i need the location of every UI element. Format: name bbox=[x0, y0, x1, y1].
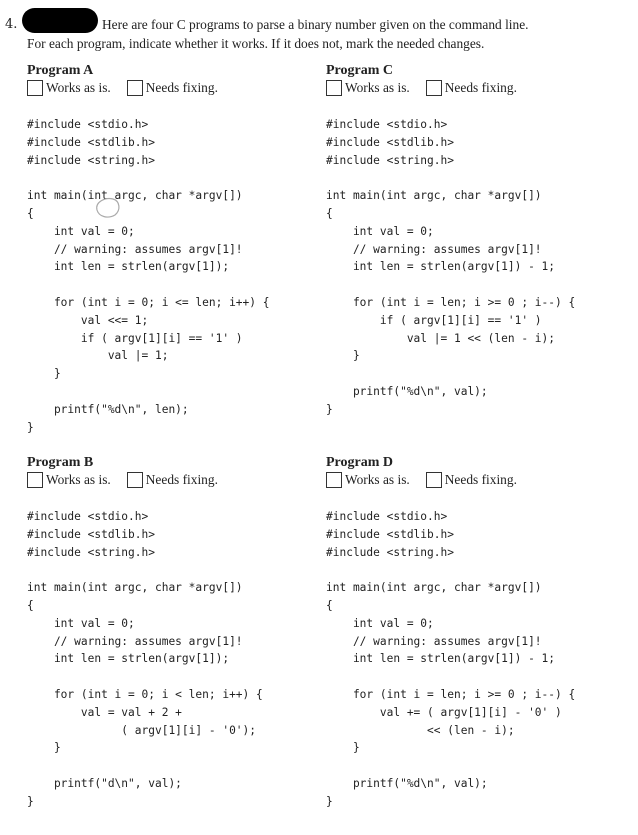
code-line: int main(int argc, char *argv[]) bbox=[326, 189, 542, 203]
code-line: int main(int argc, char *argv[]) bbox=[27, 581, 243, 595]
code-line: if ( argv[1][i] == '1' ) bbox=[326, 313, 542, 327]
code-line: #include <stdlib.h> bbox=[27, 527, 155, 541]
code-line: #include <stdio.h> bbox=[326, 118, 448, 131]
code-line: } bbox=[27, 367, 61, 381]
code-line: } bbox=[326, 741, 360, 755]
program-title: Program A bbox=[27, 63, 94, 78]
program-title: Program C bbox=[326, 63, 393, 78]
code-line: for (int i = 0; i <= len; i++) { bbox=[27, 295, 270, 309]
program-code bbox=[326, 508, 575, 811]
code-line: int main(int argc, char *argv[]) bbox=[326, 581, 542, 595]
code-line: int val = 0; bbox=[27, 616, 135, 630]
code-line: ( argv[1][i] - '0'); bbox=[27, 723, 257, 737]
code-line: val <<= 1; bbox=[27, 313, 149, 327]
code-line: int val = 0; bbox=[326, 616, 434, 630]
code-line: for (int i = 0; i < len; i++) { bbox=[27, 687, 263, 701]
program-title: Program B bbox=[27, 455, 94, 470]
works-as-is-checkbox[interactable] bbox=[326, 472, 342, 488]
code-line: // warning: assumes argv[1]! bbox=[326, 634, 542, 648]
code-line: int val = 0; bbox=[27, 224, 135, 238]
code-line: } bbox=[326, 349, 360, 363]
works-as-is-checkbox[interactable] bbox=[326, 80, 342, 96]
code-line: // warning: assumes argv[1]! bbox=[27, 242, 243, 256]
code-line: val |= 1; bbox=[27, 349, 169, 363]
code-line: int len = strlen(argv[1]) - 1; bbox=[326, 652, 556, 666]
works-as-is-label: Works as is. bbox=[46, 471, 111, 487]
code-line: printf("d\n", val); bbox=[27, 776, 182, 790]
code-line: printf("%d\n", val); bbox=[326, 384, 488, 398]
code-line bbox=[27, 169, 269, 187]
needs-fixing-label: Needs fixing. bbox=[444, 471, 517, 487]
code-line: { bbox=[27, 206, 34, 220]
code-line: printf("%d\n", len); bbox=[27, 402, 189, 416]
code-line: for (int i = len; i >= 0 ; i--) { bbox=[326, 295, 576, 309]
works-as-is-label: Works as is. bbox=[345, 471, 410, 487]
code-line bbox=[326, 757, 575, 775]
code-line: // warning: assumes argv[1]! bbox=[27, 634, 243, 648]
code-line: { bbox=[326, 598, 333, 612]
question-text-line1: Here are four C programs to parse a binary number given on the command line. bbox=[102, 17, 529, 32]
needs-fixing-checkbox[interactable] bbox=[127, 472, 143, 488]
code-line bbox=[326, 365, 575, 383]
needs-fixing-checkbox[interactable] bbox=[127, 80, 143, 96]
answer-options bbox=[27, 471, 218, 491]
answer-options bbox=[326, 471, 517, 491]
works-as-is-checkbox[interactable] bbox=[27, 80, 43, 96]
needs-fixing-label: Needs fixing. bbox=[444, 79, 517, 95]
code-line bbox=[326, 668, 575, 686]
needs-fixing-checkbox[interactable] bbox=[426, 472, 442, 488]
code-line: #include <string.h> bbox=[326, 153, 454, 167]
program-code bbox=[27, 116, 269, 436]
code-line: #include <stdlib.h> bbox=[27, 135, 155, 149]
code-line: } bbox=[326, 402, 333, 416]
code-line bbox=[27, 668, 263, 686]
needs-fixing-checkbox[interactable] bbox=[426, 80, 442, 96]
answer-options bbox=[326, 79, 517, 99]
code-line: #include <string.h> bbox=[27, 545, 155, 559]
code-line bbox=[27, 276, 269, 294]
code-line: val |= 1 << (len - i); bbox=[326, 331, 556, 345]
code-line: if ( argv[1][i] == '1' ) bbox=[27, 331, 243, 345]
code-line bbox=[27, 383, 269, 401]
code-line: int main(int argc, char *argv[]) bbox=[27, 189, 243, 203]
code-line bbox=[326, 561, 575, 579]
code-line: // warning: assumes argv[1]! bbox=[326, 242, 542, 256]
code-line bbox=[27, 561, 263, 579]
works-as-is-label: Works as is. bbox=[46, 79, 111, 95]
code-line: } bbox=[27, 420, 34, 434]
code-line: #include <stdio.h> bbox=[326, 510, 448, 523]
code-line: { bbox=[27, 598, 34, 612]
code-line: } bbox=[27, 741, 61, 755]
works-as-is-checkbox[interactable] bbox=[27, 472, 43, 488]
code-line: #include <stdlib.h> bbox=[326, 527, 454, 541]
code-line: int len = strlen(argv[1]); bbox=[27, 652, 230, 666]
needs-fixing-label: Needs fixing. bbox=[145, 471, 218, 487]
code-line: int len = strlen(argv[1]) - 1; bbox=[326, 260, 556, 274]
question-text-line2: For each program, indicate whether it works. If it does not, mark the needed changes. bbox=[27, 36, 485, 51]
program-title: Program D bbox=[326, 455, 393, 470]
code-line: { bbox=[326, 206, 333, 220]
code-line: int len = strlen(argv[1]); bbox=[27, 260, 230, 274]
code-line bbox=[326, 276, 575, 294]
question-number: 4. bbox=[5, 17, 18, 32]
code-line: #include <string.h> bbox=[326, 545, 454, 559]
code-line: #include <string.h> bbox=[27, 153, 155, 167]
code-line bbox=[27, 757, 263, 775]
code-line: printf("%d\n", val); bbox=[326, 776, 488, 790]
answer-options bbox=[27, 79, 218, 99]
code-line: int val = 0; bbox=[326, 224, 434, 238]
program-code bbox=[326, 116, 575, 419]
code-line: #include <stdlib.h> bbox=[326, 135, 454, 149]
redaction-mark bbox=[22, 8, 98, 33]
code-line: #include <stdio.h> bbox=[27, 118, 149, 131]
code-line: val = val + 2 + bbox=[27, 705, 182, 719]
code-line: } bbox=[27, 794, 34, 808]
program-code bbox=[27, 508, 263, 811]
code-line: val += ( argv[1][i] - '0' ) bbox=[326, 705, 562, 719]
code-line: << (len - i); bbox=[326, 723, 515, 737]
code-line: } bbox=[326, 794, 333, 808]
needs-fixing-label: Needs fixing. bbox=[145, 79, 218, 95]
code-line: #include <stdio.h> bbox=[27, 510, 149, 523]
works-as-is-label: Works as is. bbox=[345, 79, 410, 95]
code-line bbox=[326, 169, 575, 187]
code-line: for (int i = len; i >= 0 ; i--) { bbox=[326, 687, 576, 701]
